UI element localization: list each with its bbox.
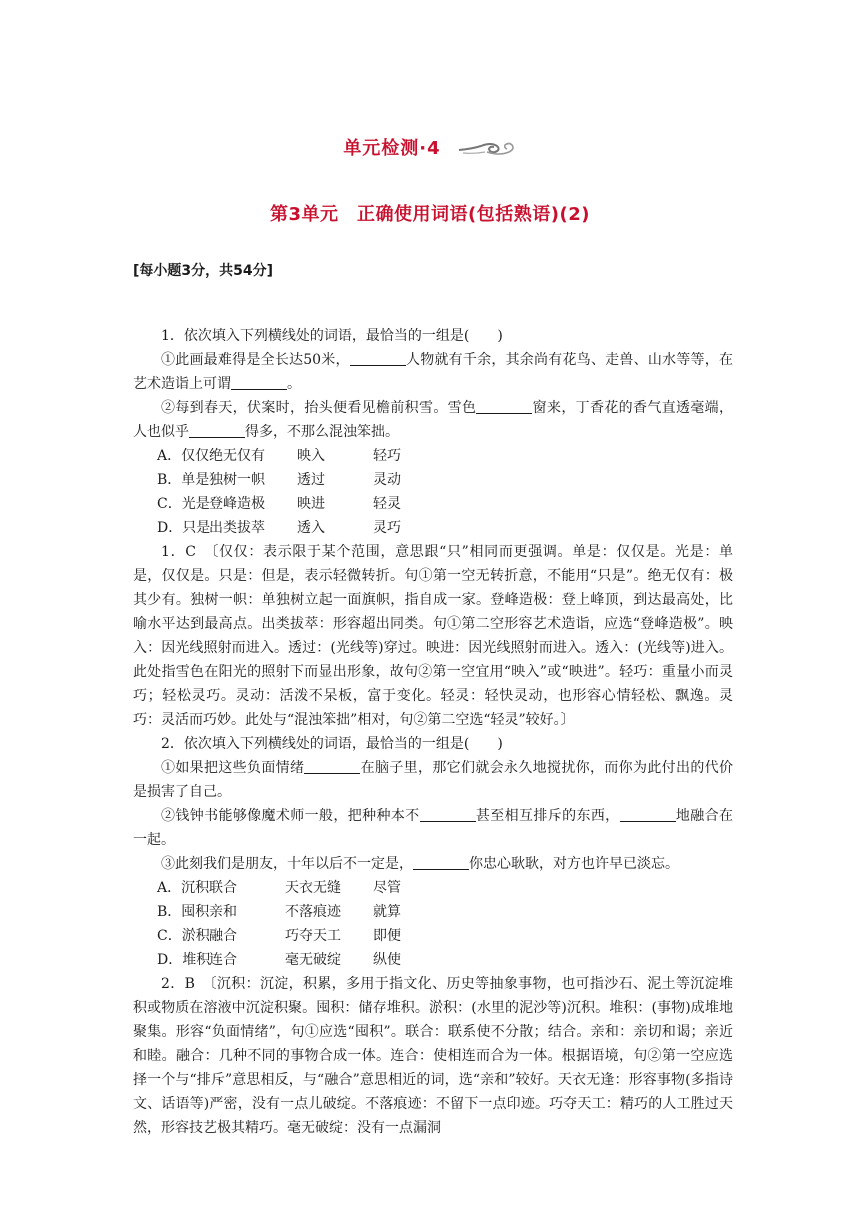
q2-s3-part-b: 你忠心耿耿，对方也许早已淡忘。: [469, 856, 679, 872]
q1-s2-part-c: 得多，不那么混浊笨拙。: [245, 424, 399, 440]
option-row: [133, 948, 733, 972]
fill-blank: [420, 807, 476, 822]
question-1-sentence-1: [133, 348, 733, 396]
q1-s2-part-a: ②每到春天，伏案时，抬头便看见檐前积雪。雪色: [161, 400, 477, 416]
q1-s1-part-a: ①此画最难得是全长达50米，: [161, 352, 350, 368]
option-word: 亲和: [209, 904, 237, 920]
question-2-sentence-3: [133, 852, 733, 876]
chapter-title: 第3单元 正确使用词语(包括熟语)(2): [270, 204, 590, 225]
q2-s1-part-a: ①如果把这些负面情绪: [161, 760, 305, 776]
option-word: 绝无仅有: [209, 448, 265, 464]
option-row: [133, 900, 733, 924]
fill-blank: [620, 807, 676, 822]
question-2-sentence-1: [133, 756, 733, 804]
option-word: 透过: [297, 472, 325, 488]
fill-blank: [350, 351, 406, 366]
option-word: 透入: [297, 520, 325, 536]
q2-s2-part-c: 地融合在一起。: [133, 808, 734, 848]
fill-blank: [231, 375, 287, 390]
question-2-answer: 2．B 〔沉积：沉淀，积累，多用于指文化、历史等抽象事物，也可指沙石、泥土等沉淀堆积或物质在溶液中沉淀积聚。囤积：储存堆积。淤积：(水里的泥沙等)沉积。堆积：(事物)成堆地聚集。形容“负面情绪”，句①应选“囤积”。联合：联系使不分散；结合。亲和：亲切和谒；亲近和睦。融合：几种不同的事物合成一体。连合：使相连而合为一体。根据语境，句②第一空应选择一个与“排斥”意思相反，与“融合”意思相近的词，选“亲和”较好。天衣无逢：形容事物(多指诗文、话语等)严密，没有一点儿破绽。不落痕迹：不留下一点印迹。巧夺天工：精巧的人工胜过天然，形容技艺极其精巧。毫无破绽：没有一点漏洞: [133, 976, 733, 1136]
option-row: [133, 516, 733, 540]
option-word: 天衣无缝: [285, 880, 341, 896]
option-label: D．只是: [157, 520, 211, 536]
q2-s2-part-a: ②钱钟书能够像魔术师一般，把种种本不: [161, 808, 420, 824]
cloud-ornament-icon: [457, 136, 517, 158]
q1-s2-part-b: 窗来，丁香花的香气直透毫端，人也似乎: [133, 400, 734, 440]
option-word: 不落痕迹: [285, 904, 341, 920]
question-1-answer: 1．C 〔仅仅：表示限于某个范围，意思跟“只”相同而更强调。单是：仅仅是。光是：单是，仅仅是。只是：但是，表示轻微转折。句①第一空无转折意，不能用“只是”。绝无仅有：极其少有。独树一帜：单独树立起一面旗帜，指自成一家。登峰造极：登上峰顶，到达最高处，比喻水平达到最高点。出类拔萃：形容超出同类。句①第二空形容艺术造诣，应选“登峰造极”。映入：因光线照射而进入。透过：(光线等)穿过。映进：因光线照射而进入。透入：(光线等)进入。此处指雪色在阳光的照射下而显出形象，故句②第一空宜用“映入”或“映进”。轻巧：重量小而灵巧；轻松灵巧。灵动：活泼不呆板，富于变化。轻灵：轻快灵动，也形容心情轻松、飘逸。灵巧：灵活而巧妙。此处与“混浊笨拙”相对，句②第二空选“轻灵”较好。〕: [133, 544, 733, 728]
fill-blank: [413, 855, 469, 870]
question-1-stem: 1．依次填入下列横线处的词语，最恰当的一组是( ): [161, 328, 503, 344]
option-row: [133, 468, 733, 492]
option-label: D．堆积: [157, 952, 211, 968]
q1-s1-part-c: 。: [287, 376, 301, 392]
question-1-sentence-2: [133, 396, 733, 444]
q2-s1-part-b: 在脑子里，那它们就会永久地搅扰你，而你为此付出的代价是损害了自己。: [133, 760, 734, 800]
option-word: 融合: [209, 928, 237, 944]
q2-s2-part-b: 甚至相互排斥的东西，: [475, 808, 620, 824]
unit-heading: [0, 132, 860, 162]
fill-blank: [304, 759, 360, 774]
option-word: 轻灵: [373, 496, 401, 512]
option-word: 映入: [297, 448, 325, 464]
option-word: 登峰造极: [209, 496, 265, 512]
option-word: 映进: [297, 496, 325, 512]
option-word: 纵使: [373, 952, 401, 968]
option-word: 轻巧: [373, 448, 401, 464]
option-word: 巧夺天工: [285, 928, 341, 944]
option-word: 即便: [373, 928, 401, 944]
question-body: [133, 324, 733, 1140]
option-word: 灵巧: [373, 520, 401, 536]
option-label: A．仅仅: [157, 448, 210, 464]
option-row: [133, 444, 733, 468]
option-word: 灵动: [373, 472, 401, 488]
question-2-stem: 2．依次填入下列横线处的词语，最恰当的一组是( ): [161, 736, 503, 752]
score-note: [每小题3分，共54分]: [133, 263, 274, 279]
q2-s3-part-a: ③此刻我们是朋友，十年以后不一定是，: [161, 856, 413, 872]
option-label: A．沉积: [157, 880, 210, 896]
unit-title: 单元检测·4: [343, 138, 441, 159]
q1-s1-part-b: 人物就有千余，其余尚有花鸟、走兽、山水等等，在艺术造诣上可谓: [133, 352, 733, 392]
option-word: 联合: [209, 880, 237, 896]
question-2-sentence-2: [133, 804, 733, 852]
option-label: C．光是: [157, 496, 210, 512]
option-label: C．淤积: [157, 928, 210, 944]
option-row: [133, 924, 733, 948]
fill-blank: [476, 399, 532, 414]
option-label: B．囤积: [157, 904, 210, 920]
option-row: [133, 492, 733, 516]
option-label: B．单是: [157, 472, 210, 488]
fill-blank: [189, 423, 245, 438]
option-row: [133, 876, 733, 900]
option-word: 出类拔萃: [209, 520, 265, 536]
option-word: 独树一帜: [209, 472, 265, 488]
option-word: 尽管: [373, 880, 401, 896]
option-word: 毫无破绽: [285, 952, 341, 968]
option-word: 就算: [373, 904, 401, 920]
option-word: 连合: [209, 952, 237, 968]
